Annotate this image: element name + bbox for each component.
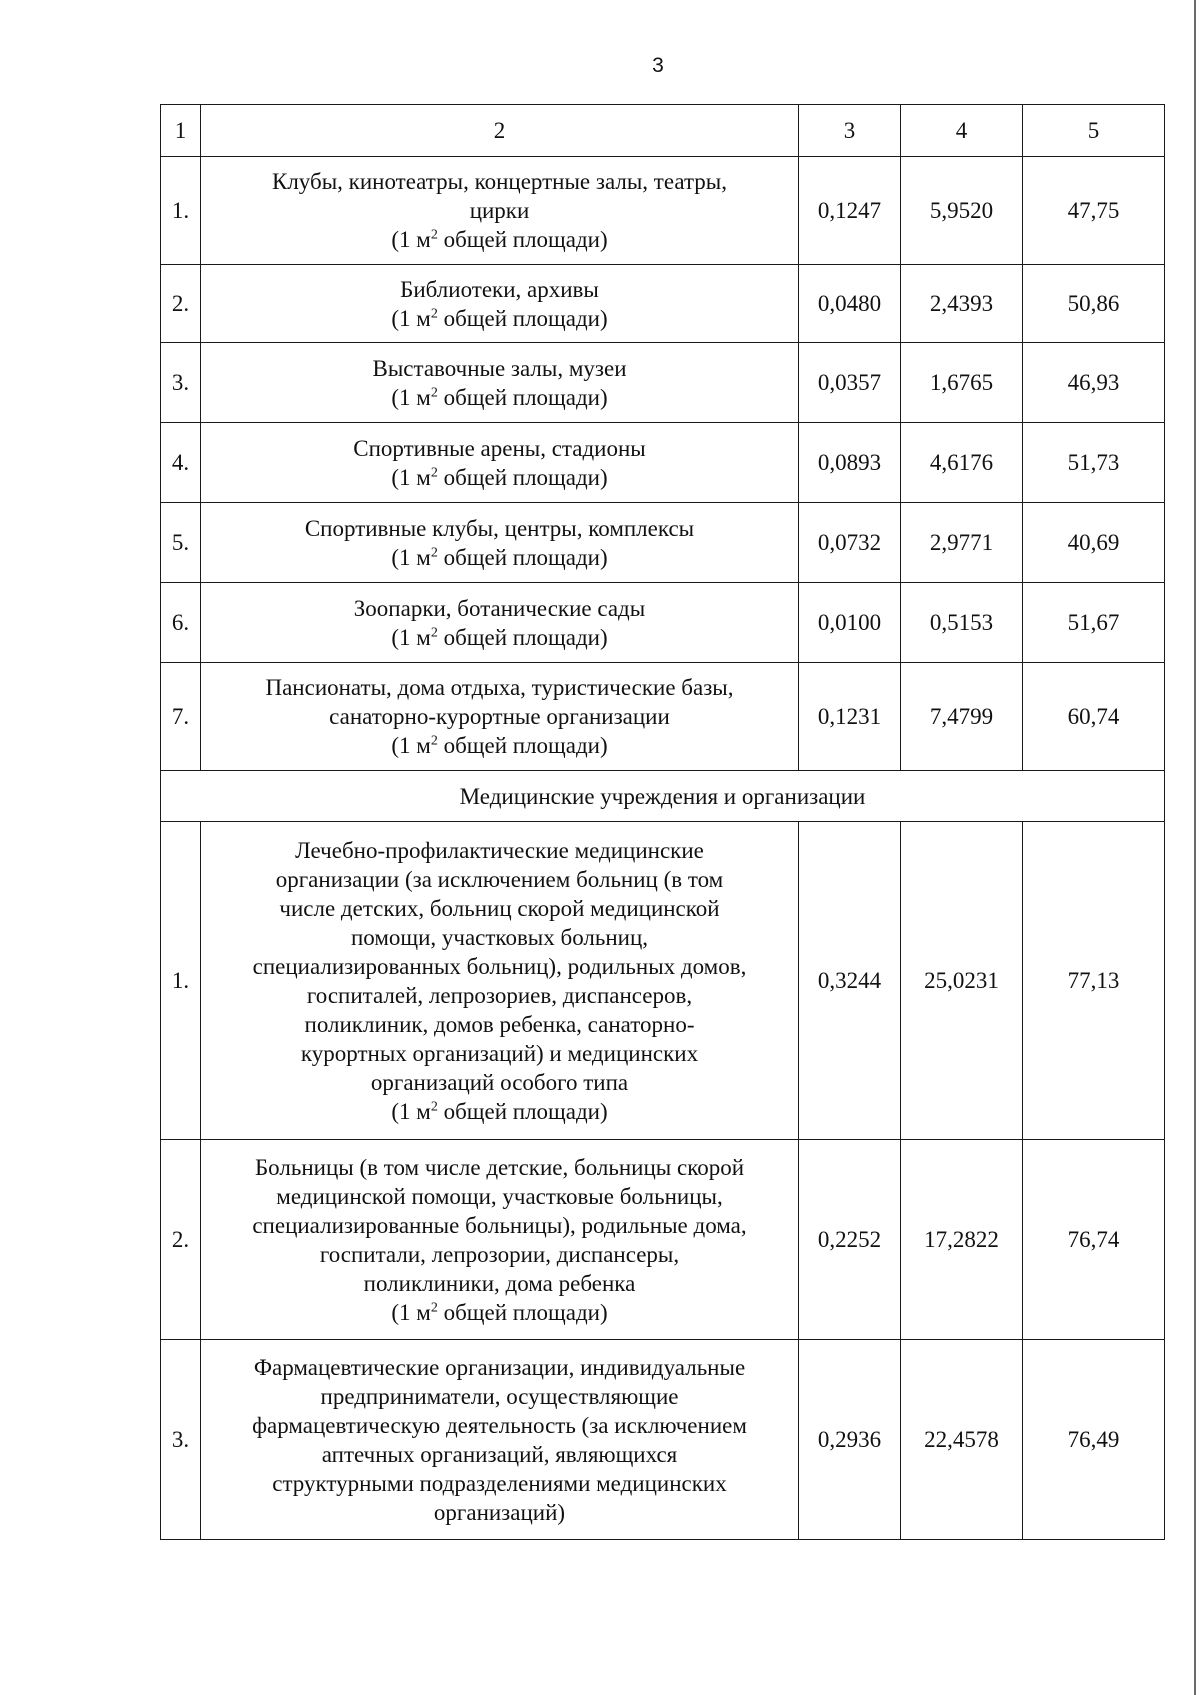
page-edge-line [1194,0,1196,1695]
value-cell-col3: 0,2252 [799,1140,901,1340]
description-line: фармацевтическую деятельность (за исключением [252,1412,747,1438]
table-row [161,663,1165,771]
description-line: организации (за исключением больниц (в том [275,866,724,892]
area-unit-superscript: 2 [430,624,438,640]
table-row [161,822,1165,1140]
table-row [161,423,1165,503]
area-unit-superscript: 2 [430,733,438,749]
area-unit-pre: (1 м [391,1299,431,1325]
description-line: Больницы (в том числе детские, больницы скорой [254,1154,745,1180]
area-unit-superscript: 2 [430,1098,438,1114]
area-unit-note [391,385,607,410]
column-header: 2 [201,105,799,157]
area-unit-pre: (1 м [391,464,431,490]
value-cell-col4: 22,4578 [901,1340,1023,1540]
description-line: госпитали, лепрозории, диспансеры, [319,1241,680,1267]
value-cell-col5: 40,69 [1023,503,1165,583]
area-unit-note [391,1099,607,1124]
table-row [161,157,1165,265]
row-number: 1. [161,157,201,265]
value-cell-col3: 0,0480 [799,265,901,343]
description-line: Зоопарки, ботанические сады [353,595,646,621]
row-description [201,822,799,1140]
value-cell-col4: 0,5153 [901,583,1023,663]
description-line: Спортивные клубы, центры, комплексы [304,515,695,541]
value-cell-col5: 51,73 [1023,423,1165,503]
row-description [201,1140,799,1340]
area-unit-post: общей площади) [437,733,608,758]
area-unit-post: общей площади) [437,1098,608,1124]
area-unit-superscript: 2 [430,464,438,480]
value-cell-col5: 47,75 [1023,157,1165,265]
table-header-row [161,105,1165,157]
value-cell-col5: 77,13 [1023,822,1165,1140]
description-line: помощи, участковых больниц, [350,924,649,950]
area-unit-pre: (1 м [391,544,431,570]
row-description [201,423,799,503]
description-line: числе детских, больниц скорой медицинской [279,895,720,921]
area-unit-pre: (1 м [391,305,431,331]
column-header: 1 [161,105,201,157]
description-line: специализированные больницы), родильные дома, [252,1212,747,1238]
area-unit-superscript: 2 [430,544,438,560]
area-unit-superscript: 2 [430,305,438,321]
value-cell-col4: 2,9771 [901,503,1023,583]
area-unit-post: общей площади) [437,227,608,252]
row-description [201,1340,799,1540]
value-cell-col3: 0,0893 [799,423,901,503]
description-line: организаций особого типа [370,1069,629,1095]
description-line: цирки [469,198,530,223]
value-cell-col4: 2,4393 [901,265,1023,343]
row-number: 3. [161,1340,201,1540]
area-unit-note [391,1300,607,1325]
description-line: Клубы, кинотеатры, концертные залы, театры, [271,169,727,194]
description-line: Фармацевтические организации, индивидуальные [253,1354,746,1380]
table-row [161,1340,1165,1540]
row-description [201,583,799,663]
column-header: 4 [901,105,1023,157]
column-header: 5 [1023,105,1165,157]
value-cell-col3: 0,1247 [799,157,901,265]
value-cell-col5: 60,74 [1023,663,1165,771]
area-unit-pre: (1 м [391,384,431,410]
data-table [160,104,1165,1540]
value-cell-col4: 1,6765 [901,343,1023,423]
area-unit-superscript: 2 [430,384,438,400]
area-unit-note [391,227,607,252]
description-line: Лечебно-профилактические медицинские [295,837,704,863]
table-row [161,265,1165,343]
description-line: медицинской помощи, участковые больницы, [276,1183,723,1209]
row-number: 7. [161,663,201,771]
row-number: 5. [161,503,201,583]
area-unit-pre: (1 м [391,733,431,758]
area-unit-superscript: 2 [430,227,438,243]
value-cell-col5: 46,93 [1023,343,1165,423]
area-unit-note [391,545,607,570]
area-unit-post: общей площади) [437,1299,608,1325]
description-line: курортных организаций) и медицинских [300,1040,699,1066]
value-cell-col3: 0,0357 [799,343,901,423]
value-cell-col4: 4,6176 [901,423,1023,503]
description-line: предприниматели, осуществляющие [320,1383,679,1409]
description-line: госпиталей, лепрозориев, диспансеров, [306,982,693,1008]
description-line: аптечных организаций, являющихся [321,1441,678,1467]
description-line: санаторно-курортные организации [329,704,670,729]
area-unit-pre: (1 м [391,624,431,650]
value-cell-col4: 7,4799 [901,663,1023,771]
description-line: специализированных больниц), родильных домов, [252,953,747,979]
row-number: 3. [161,343,201,423]
table-row [161,343,1165,423]
value-cell-col3: 0,2936 [799,1340,901,1540]
section-header-row [161,771,1165,822]
row-description [201,157,799,265]
row-number: 6. [161,583,201,663]
description-line: Спортивные арены, стадионы [353,435,646,461]
description-line: поликлиник, домов ребенка, санаторно- [304,1011,695,1037]
value-cell-col3: 0,0732 [799,503,901,583]
area-unit-superscript: 2 [430,1299,438,1315]
description-line: поликлиники, дома ребенка [363,1270,636,1296]
area-unit-note [391,625,607,650]
area-unit-note [391,465,607,490]
row-number: 4. [161,423,201,503]
table-row [161,1140,1165,1340]
value-cell-col5: 76,74 [1023,1140,1165,1340]
description-line: Пансионаты, дома отдыха, туристические базы, [265,675,734,700]
area-unit-post: общей площади) [437,384,608,410]
description-line: Библиотеки, архивы [400,276,599,302]
row-description [201,343,799,423]
area-unit-note [391,306,607,331]
area-unit-pre: (1 м [391,227,431,252]
page-number: 3 [652,54,664,77]
value-cell-col5: 50,86 [1023,265,1165,343]
row-description [201,265,799,343]
row-number: 2. [161,1140,201,1340]
row-number: 1. [161,822,201,1140]
column-header: 3 [799,105,901,157]
description-line: структурными подразделениями медицинских [272,1470,727,1496]
area-unit-post: общей площади) [437,464,608,490]
value-cell-col4: 5,9520 [901,157,1023,265]
row-number: 2. [161,265,201,343]
area-unit-post: общей площади) [437,544,608,570]
value-cell-col3: 0,1231 [799,663,901,771]
value-cell-col4: 25,0231 [901,822,1023,1140]
area-unit-post: общей площади) [437,305,608,331]
table-row [161,583,1165,663]
description-line: Выставочные залы, музеи [372,355,627,381]
table-row [161,503,1165,583]
value-cell-col4: 17,2822 [901,1140,1023,1340]
value-cell-col3: 0,3244 [799,822,901,1140]
row-description [201,663,799,771]
value-cell-col3: 0,0100 [799,583,901,663]
value-cell-col5: 51,67 [1023,583,1165,663]
value-cell-col5: 76,49 [1023,1340,1165,1540]
row-description [201,503,799,583]
area-unit-post: общей площади) [437,624,608,650]
area-unit-pre: (1 м [391,1098,431,1124]
area-unit-note [391,733,607,758]
section-title: Медицинские учреждения и организации [161,771,1165,822]
description-line: организаций) [433,1499,566,1525]
